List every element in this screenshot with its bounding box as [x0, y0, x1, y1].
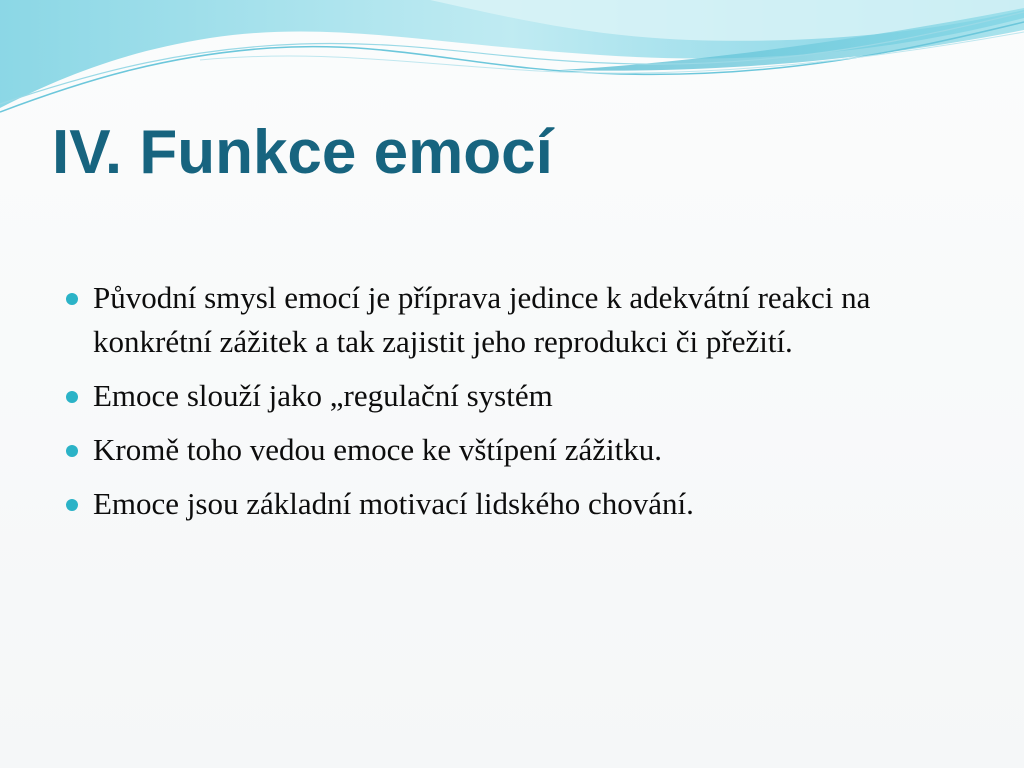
bullet-item — [66, 428, 966, 472]
bullet-text: Původní smysl emocí je příprava jedince k adekvátní reakci na konkrétní zážitek a tak zajistit jeho reprodukci či přežití. — [93, 280, 871, 359]
bullet-dot-icon — [66, 391, 78, 403]
bullet-dot-icon — [66, 445, 78, 457]
bullet-item — [66, 374, 966, 418]
slide-title: IV. Funkce emocí — [52, 118, 553, 187]
bullet-text: Emoce jsou základní motivací lidského chování. — [93, 486, 694, 521]
bullet-list — [66, 276, 966, 536]
bullet-item — [66, 482, 966, 526]
bullet-dot-icon — [66, 293, 78, 305]
bullet-item — [66, 276, 966, 364]
bullet-dot-icon — [66, 499, 78, 511]
header-wave-decoration — [0, 0, 1024, 130]
bullet-text: Kromě toho vedou emoce ke vštípení zážitku. — [93, 432, 663, 467]
bullet-text: Emoce slouží jako „regulační systém — [93, 378, 553, 413]
